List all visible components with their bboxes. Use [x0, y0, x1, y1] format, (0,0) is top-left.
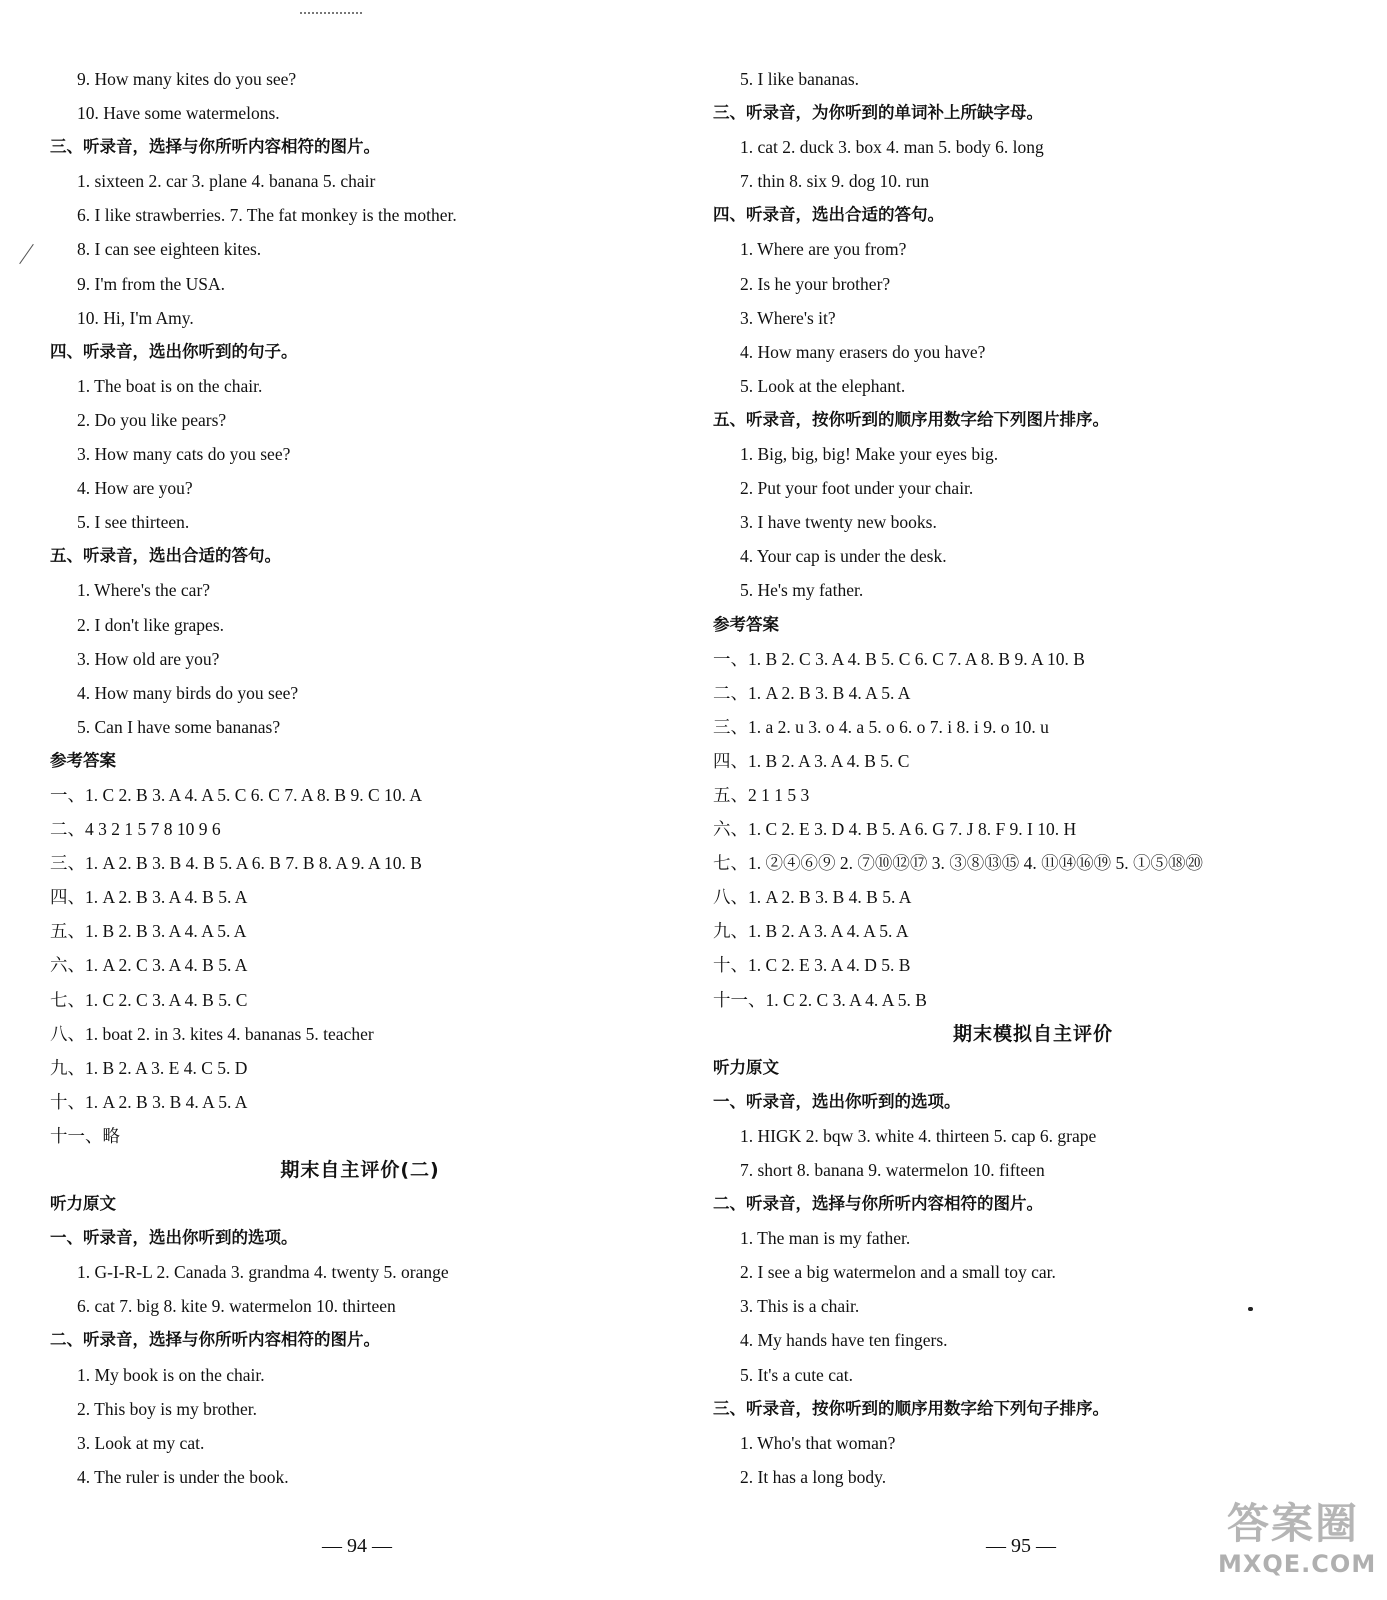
transcript-line: 3. This is a chair.	[740, 1296, 860, 1317]
answer-line: 七、1. ②④⑥⑨ 2. ⑦⑩⑫⑰ 3. ③⑧⑬⑮ 4. ⑪⑭⑯⑲ 5. ①⑤⑱⑳	[713, 853, 1203, 874]
section-heading: 听力原文	[50, 1194, 116, 1214]
transcript-line: 10. Have some watermelons.	[77, 103, 280, 124]
answer-line: 七、1. C 2. C 3. A 4. B 5. C	[50, 989, 248, 1010]
transcript-line: 1. Where are you from?	[740, 239, 907, 260]
transcript-line: 5. Can I have some bananas?	[77, 716, 281, 737]
transcript-line: 1. Who's that woman?	[740, 1432, 896, 1453]
transcript-line: 1. G-I-R-L 2. Canada 3. grandma 4. twenty 5. orange	[77, 1262, 449, 1283]
transcript-line: 10. Hi, I'm Amy.	[77, 307, 194, 328]
section-heading: 五、听录音，选出合适的答句。	[50, 546, 281, 566]
answer-line: 九、1. B 2. A 3. E 4. C 5. D	[50, 1057, 248, 1078]
transcript-line: 5. I see thirteen.	[77, 512, 190, 533]
section-heading: 参考答案	[50, 750, 116, 770]
section-heading: 三、听录音，按你听到的顺序用数字给下列句子排序。	[713, 1398, 1109, 1418]
left-column	[50, 62, 670, 1494]
answer-line: 八、1. A 2. B 3. B 4. B 5. A	[713, 887, 912, 908]
transcript-line: 2. I see a big watermelon and a small toy car.	[740, 1262, 1056, 1283]
answer-line: 五、1. B 2. B 3. A 4. A 5. A	[50, 921, 247, 942]
watermark-text-cn: 答案圈	[1226, 1499, 1359, 1548]
answer-line: 六、1. C 2. E 3. D 4. B 5. A 6. G 7. J 8. F 9. I 10. H	[713, 819, 1077, 840]
answer-line: 八、1. boat 2. in 3. kites 4. bananas 5. teacher	[50, 1023, 374, 1044]
transcript-line: 4. How are you?	[77, 478, 193, 499]
section-heading: 参考答案	[713, 614, 779, 634]
transcript-line: 6. I like strawberries. 7. The fat monkey is the mother.	[77, 205, 457, 226]
answer-line: 一、1. B 2. C 3. A 4. B 5. C 6. C 7. A 8. B 9. A 10. B	[713, 648, 1085, 669]
section-heading: 二、听录音，选择与你所听内容相符的图片。	[713, 1194, 1043, 1214]
transcript-line: 3. How old are you?	[77, 648, 220, 669]
transcript-line: 1. The boat is on the chair.	[77, 375, 263, 396]
transcript-line: 3. I have twenty new books.	[740, 512, 937, 533]
transcript-line: 7. short 8. banana 9. watermelon 10. fifteen	[740, 1160, 1045, 1180]
transcript-line: 2. Put your foot under your chair.	[740, 478, 974, 499]
transcript-line: 5. I like bananas.	[740, 69, 860, 89]
transcript-line: 4. How many birds do you see?	[77, 682, 299, 703]
transcript-line: 1. Where's the car?	[77, 580, 211, 601]
watermark-text-en: MXQE.COM	[1218, 1550, 1377, 1578]
transcript-line: 2. Do you like pears?	[77, 409, 227, 430]
transcript-line: 5. Look at the elephant.	[740, 375, 906, 396]
transcript-line: 9. How many kites do you see?	[77, 69, 297, 89]
answer-line: 九、1. B 2. A 3. A 4. A 5. A	[713, 921, 909, 942]
answer-line: 二、4 3 2 1 5 7 8 10 9 6	[50, 819, 221, 840]
page-number-right: — 95 —	[986, 1535, 1056, 1557]
answer-line: 十一、略	[50, 1125, 120, 1146]
section-heading: 四、听录音，选出你听到的句子。	[50, 341, 298, 361]
watermark-logo	[1218, 1498, 1377, 1590]
section-heading: 一、听录音，选出你听到的选项。	[50, 1228, 298, 1248]
section-heading: 五、听录音，按你听到的顺序用数字给下列图片排序。	[713, 409, 1109, 429]
answer-line: 二、1. A 2. B 3. B 4. A 5. A	[713, 682, 911, 703]
transcript-line: 6. cat 7. big 8. kite 9. watermelon 10. thirteen	[77, 1296, 396, 1317]
section-heading: 三、听录音，为你听到的单词补上所缺字母。	[713, 103, 1043, 123]
transcript-line: 2. It has a long body.	[740, 1466, 887, 1487]
transcript-line: 1. cat 2. duck 3. box 4. man 5. body 6. long	[740, 137, 1044, 158]
transcript-line: 1. HIGK 2. bqw 3. white 4. thirteen 5. cap 6. grape	[740, 1125, 1097, 1146]
answer-line: 五、2 1 1 5 3	[713, 784, 810, 805]
transcript-line: 2. This boy is my brother.	[77, 1398, 258, 1419]
stray-pen-mark	[19, 244, 34, 264]
transcript-line: 3. How many cats do you see?	[77, 444, 291, 465]
section-title: 期末模拟自主评价	[952, 1022, 1113, 1045]
transcript-line: 1. My book is on the chair.	[77, 1364, 265, 1385]
transcript-line: 1. Big, big, big! Make your eyes big.	[740, 444, 999, 465]
top-dotted-mark	[300, 12, 362, 14]
transcript-line: 2. I don't like grapes.	[77, 614, 225, 635]
section-title: 期末自主评价(二)	[280, 1159, 440, 1181]
transcript-line: 3. Where's it?	[740, 307, 836, 328]
section-heading: 听力原文	[713, 1057, 779, 1077]
transcript-line: 5. It's a cute cat.	[740, 1364, 853, 1385]
transcript-line: 4. The ruler is under the book.	[77, 1466, 289, 1487]
transcript-line: 3. Look at my cat.	[77, 1432, 205, 1453]
page-number-left: — 94 —	[322, 1535, 392, 1557]
transcript-line: 4. My hands have ten fingers.	[740, 1330, 948, 1351]
section-heading: 二、听录音，选择与你所听内容相符的图片。	[50, 1330, 380, 1350]
transcript-line: 1. The man is my father.	[740, 1228, 911, 1249]
transcript-line: 4. How many erasers do you have?	[740, 341, 986, 362]
answer-line: 十、1. C 2. E 3. A 4. D 5. B	[713, 955, 911, 976]
answer-line: 六、1. A 2. C 3. A 4. B 5. A	[50, 955, 248, 976]
answer-line: 四、1. A 2. B 3. A 4. B 5. A	[50, 887, 248, 908]
transcript-line: 9. I'm from the USA.	[77, 273, 225, 294]
transcript-line: 2. Is he your brother?	[740, 273, 891, 294]
answer-line: 四、1. B 2. A 3. A 4. B 5. C	[713, 750, 910, 771]
section-heading: 三、听录音，选择与你所听内容相符的图片。	[50, 137, 380, 157]
transcript-line: 4. Your cap is under the desk.	[740, 546, 947, 567]
transcript-line: 8. I can see eighteen kites.	[77, 239, 262, 260]
transcript-line: 7. thin 8. six 9. dog 10. run	[740, 171, 930, 192]
answer-line: 十、1. A 2. B 3. B 4. A 5. A	[50, 1091, 248, 1112]
section-heading: 一、听录音，选出你听到的选项。	[713, 1091, 961, 1111]
transcript-line: 1. sixteen 2. car 3. plane 4. banana 5. chair	[77, 171, 376, 192]
answer-line: 三、1. A 2. B 3. B 4. B 5. A 6. B 7. B 8. A 9. A 10. B	[50, 853, 422, 874]
answer-line: 十一、1. C 2. C 3. A 4. A 5. B	[713, 989, 927, 1010]
right-column	[713, 62, 1353, 1494]
answer-line: 三、1. a 2. u 3. o 4. a 5. o 6. o 7. i 8. i 9. o 10. u	[713, 716, 1049, 737]
transcript-line: 5. He's my father.	[740, 580, 864, 601]
section-heading: 四、听录音，选出合适的答句。	[713, 205, 944, 225]
answer-line: 一、1. C 2. B 3. A 4. A 5. C 6. C 7. A 8. B 9. C 10. A	[50, 784, 422, 805]
